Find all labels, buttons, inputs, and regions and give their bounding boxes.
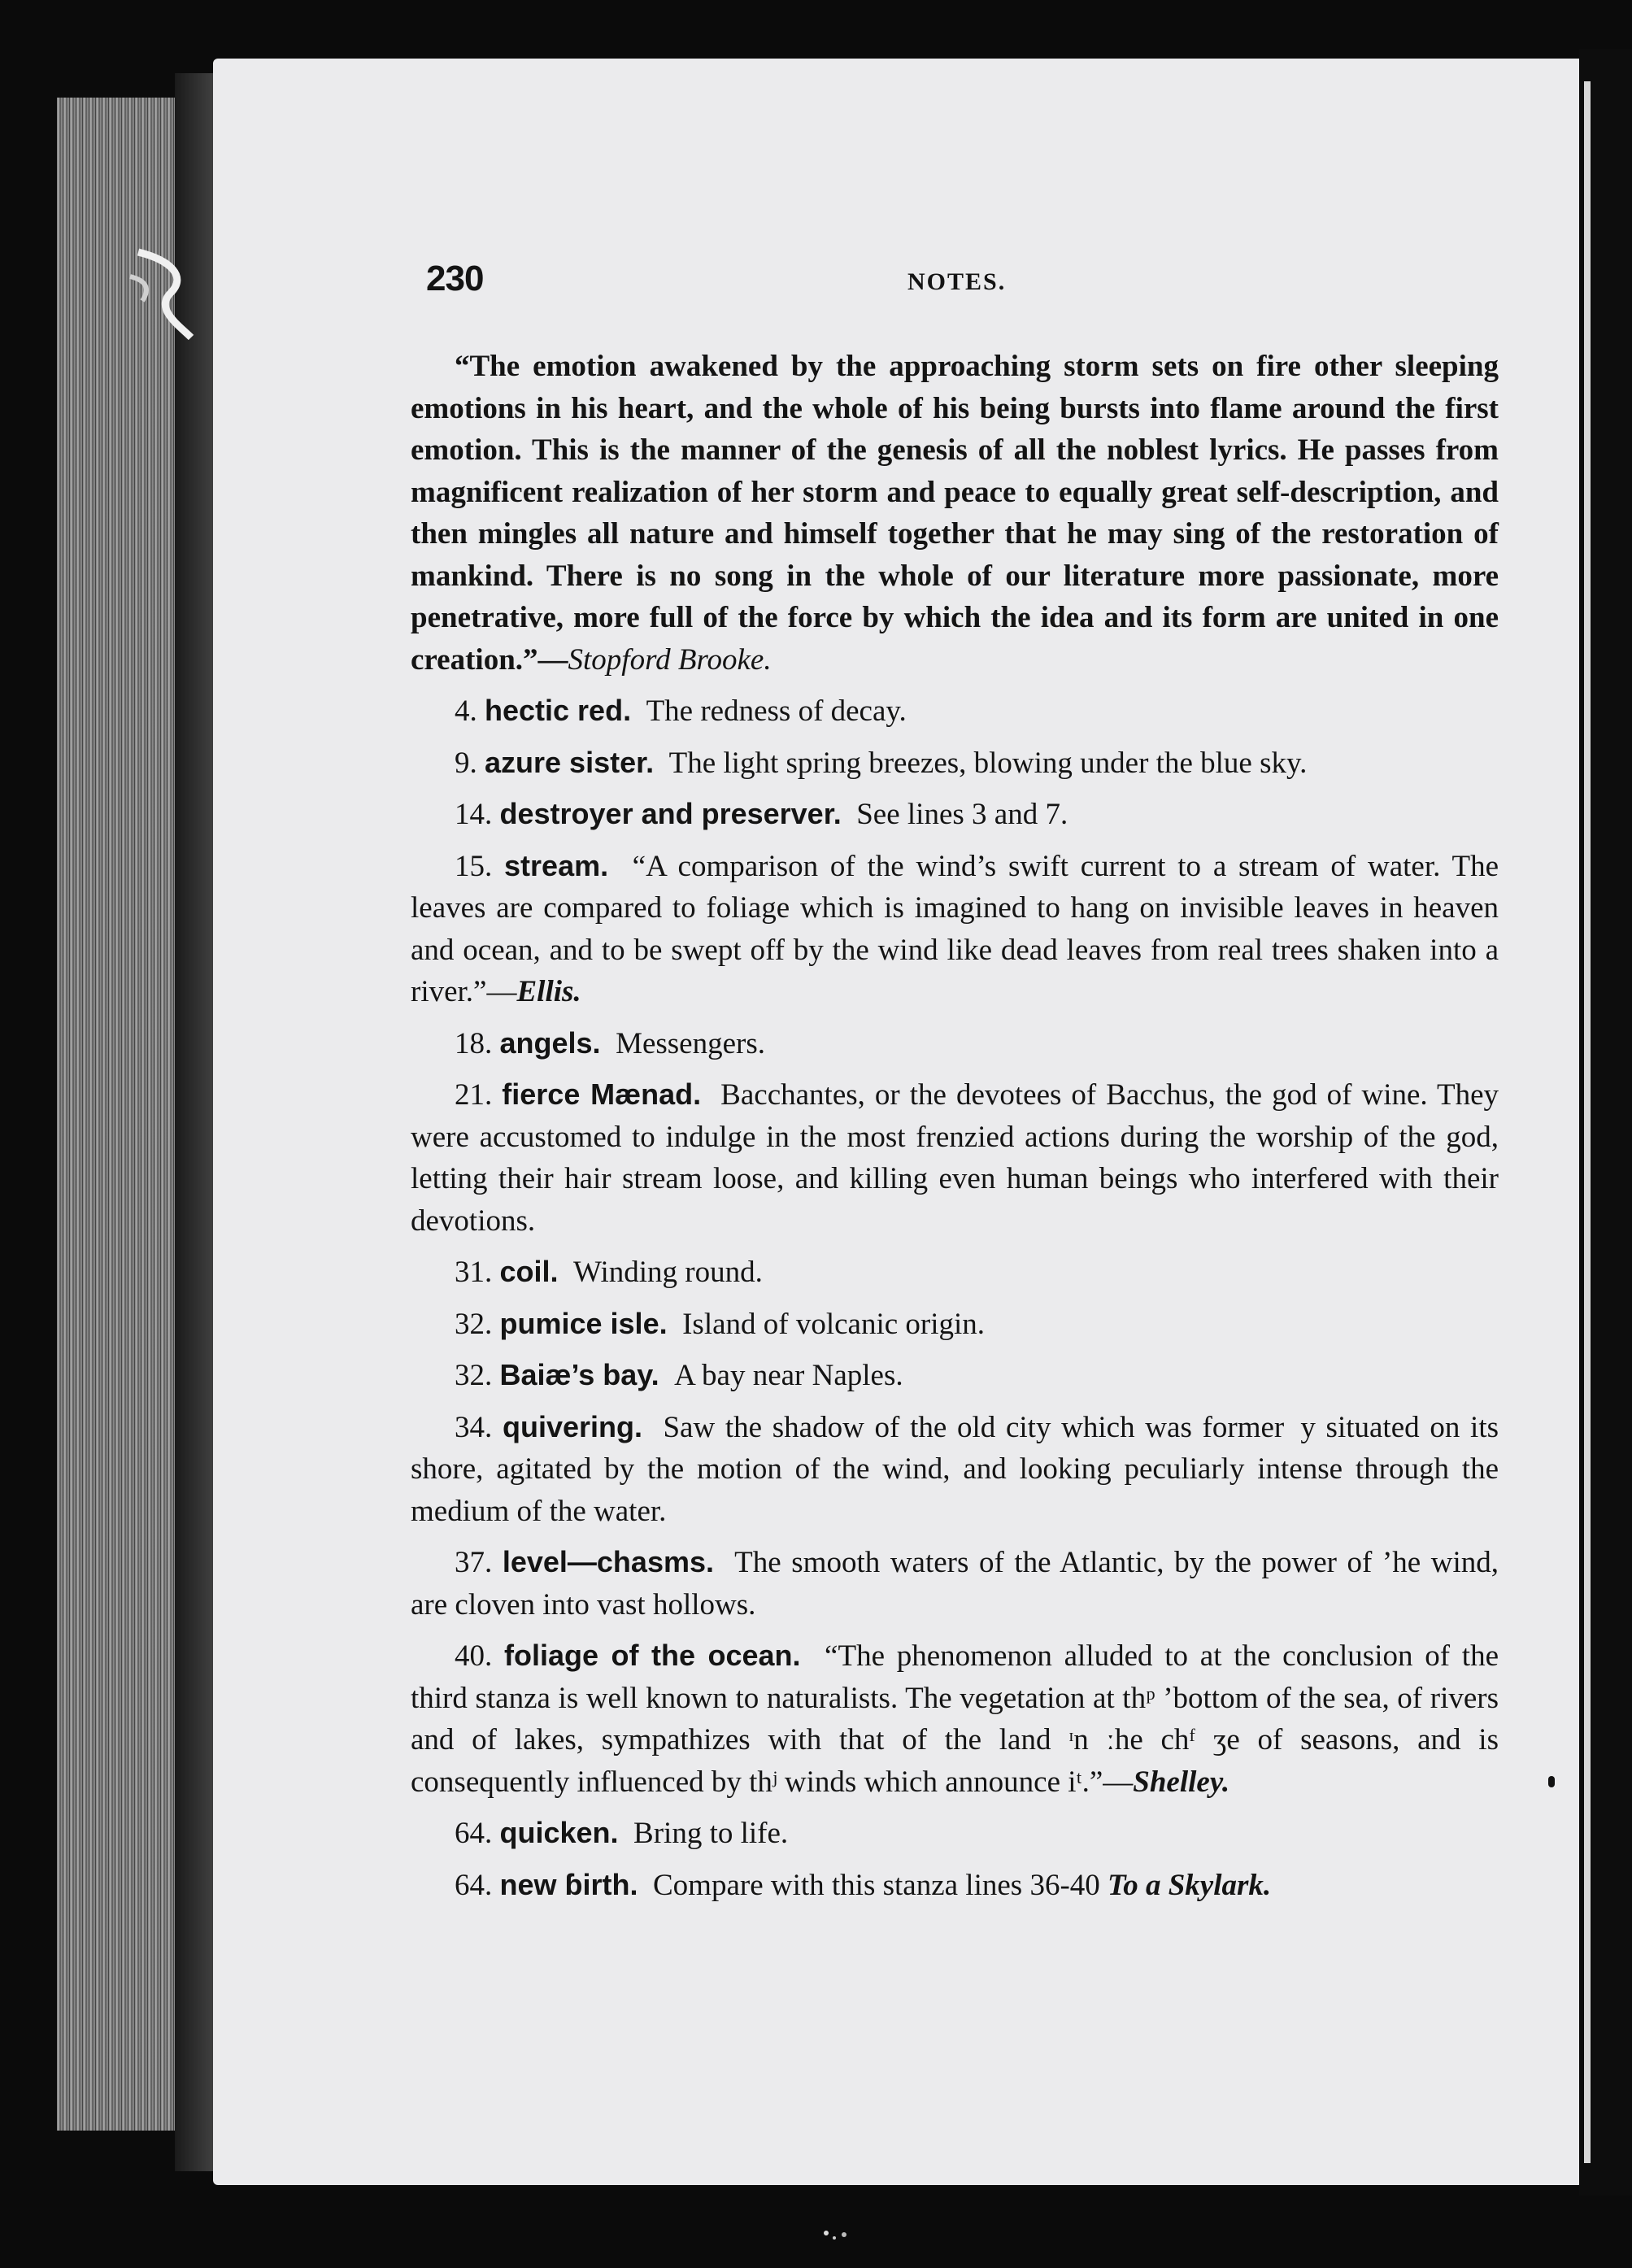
note-source: Shelley.	[1133, 1765, 1230, 1799]
note-term: quivering.	[502, 1409, 642, 1443]
note-term: azure sister.	[485, 745, 655, 779]
note-entry	[411, 845, 1499, 1013]
note-entry	[411, 1406, 1499, 1533]
facing-page-edge	[1584, 81, 1591, 2163]
note-gloss: “A comparison of the wind’s swift current to a stream of water. The leaves are compared to foliage which is imagined to hang on invisible leaves in heaven and ocean, and to be swept off by the wind like dead leaves from real trees shaken into a river.”—	[411, 849, 1499, 1008]
note-line-number: 32.	[455, 1359, 493, 1392]
note-entry	[411, 1812, 1499, 1855]
note-gloss: See lines 3 and 7.	[856, 798, 1068, 831]
note-gloss: Bacchantes, or the devotees of Bacchus, the god of wine. They were accustomed to indulge in the most frenzied actions during the worship of the god, letting their hair stream loose, and killing even human beings who interfered with their devotions.	[411, 1078, 1499, 1238]
note-line-number: 64.	[455, 1817, 493, 1850]
note-entry	[411, 690, 1499, 733]
note-term: stream.	[504, 848, 609, 882]
note-term: Baiæ’s bay.	[499, 1358, 659, 1391]
running-head	[426, 259, 1495, 307]
running-title: NOTES.	[907, 268, 1007, 295]
note-entry	[411, 1635, 1499, 1803]
note-term: destroyer and preserver.	[499, 797, 842, 830]
note-term: fierce Mænad.	[502, 1077, 702, 1111]
note-gloss: Messengers.	[616, 1026, 765, 1060]
note-gloss: “The phenomenon alluded to at the conclusion of the third stanza is well known to naturalists. The vegetation at thᵖ ʼbottom of the sea, of rivers and of lakes, sympathizes with that of the land ᶦn ːhe chᶠ ʒe of seasons, and is consequently influenced by thʲ winds which announce iᵗ.”—	[411, 1639, 1499, 1799]
note-term: new ɓirth.	[499, 1867, 638, 1901]
note-line-number: 4.	[455, 694, 477, 728]
note-line-number: 15.	[455, 849, 493, 883]
note-gloss: Island of volcanic origin.	[682, 1307, 986, 1341]
note-line-number: 18.	[455, 1026, 493, 1060]
notes-body	[411, 346, 1499, 1915]
note-gloss: The smooth waters of the Atlantic, by the power of ʼhe wind, are cloven into vast hollows.	[411, 1546, 1499, 1622]
note-entry	[411, 793, 1499, 836]
note-entry	[411, 742, 1499, 785]
note-term: level—chasms.	[502, 1545, 714, 1578]
note-line-number: 14.	[455, 798, 493, 831]
page-number: 230	[426, 259, 484, 298]
note-entry	[411, 1073, 1499, 1242]
note-gloss: Winding round.	[573, 1256, 763, 1289]
note-entry	[411, 1022, 1499, 1065]
note-line-number: 40.	[455, 1639, 493, 1673]
note-line-number: 32.	[455, 1307, 493, 1341]
note-gloss: The light spring breezes, blowing under the blue sky.	[668, 746, 1308, 780]
note-term: coil.	[499, 1255, 559, 1288]
ink-speck	[1548, 1776, 1555, 1787]
note-gloss: A bay near Naples.	[674, 1359, 903, 1392]
note-entry	[411, 1251, 1499, 1294]
quote-source: Stopford Brooke.	[568, 642, 772, 677]
note-entry	[411, 1541, 1499, 1626]
scan-speckle	[821, 2228, 854, 2244]
torn-corner-mark-icon	[122, 244, 203, 342]
note-gloss: Bring to life.	[633, 1817, 789, 1850]
note-line-number: 34.	[455, 1410, 493, 1444]
note-term: foliage of the ocean.	[504, 1639, 801, 1672]
note-gloss: Compare with this stanza lines 36-40	[653, 1868, 1108, 1902]
note-entry	[411, 1354, 1499, 1397]
note-term: pumice isle.	[499, 1306, 668, 1340]
note-source: Ellis.	[516, 975, 581, 1008]
note-term: angels.	[499, 1025, 601, 1060]
quote-text: “The emotion awakened by the approaching storm sets on fire other sleeping emotions in his heart, and the whole of his being bursts into flame around the first emotion. This is the manner of the genesis of all the noblest lyrics. He passes from magnificent realization of her storm and peace to equally great self-description, and then mingles all nature and himself together that he may sing of the restoration of mankind. There is no song in the whole of our literature more passionate, more penetrative, more full of the force by which the idea and its form are united in one creation.”—	[411, 350, 1499, 677]
note-line-number: 37.	[455, 1546, 493, 1579]
note-entry	[411, 1864, 1499, 1907]
note-line-number: 21.	[455, 1078, 493, 1112]
note-source: To a Skylark.	[1108, 1868, 1272, 1902]
quote-paragraph	[411, 346, 1499, 681]
note-line-number: 64.	[455, 1868, 493, 1902]
note-line-number: 9.	[455, 746, 477, 780]
note-term: quicken.	[499, 1816, 619, 1849]
note-entry	[411, 1303, 1499, 1346]
note-line-number: 31.	[455, 1256, 493, 1289]
note-term: hectic red.	[485, 694, 632, 727]
note-gloss: Saw the shadow of the old city which was former y situated on its shore, agitated by the motion of the wind, and looking peculiarly intense through the medium of the water.	[411, 1410, 1499, 1528]
note-gloss: The redness of decay.	[646, 694, 907, 728]
